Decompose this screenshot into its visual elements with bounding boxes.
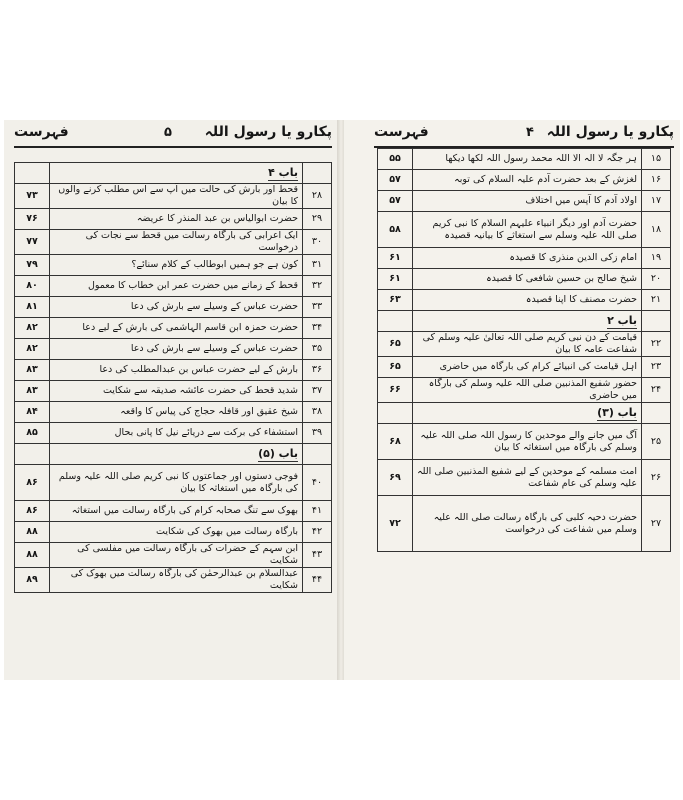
- entry-title: عبدالسلام بن عبدالرحمٰن کی بارگاہ رسالت میں بھوک کی شکایت: [50, 568, 303, 593]
- chapter-heading-row: [15, 444, 332, 465]
- entry-title: بھوک سے تنگ صحابہ کرام کی بارگاہ رسالت میں استغاثہ: [50, 501, 303, 522]
- toc-row: [378, 191, 671, 212]
- entry-page: ۸۸: [15, 522, 50, 543]
- entry-title: شیخ عقیق اور قافلہ حجاج کی پیاس کا واقعہ: [50, 402, 303, 423]
- entry-page: ۷۷: [15, 230, 50, 255]
- entry-page: ۷۳: [15, 184, 50, 209]
- entry-page: ۷۹: [15, 255, 50, 276]
- entry-number: ۲۳: [642, 357, 671, 378]
- entry-number: ۳۷: [303, 381, 332, 402]
- left-page: [4, 120, 339, 680]
- entry-title: حضرت حمزہ ابن قاسم الہاشمی کی بارش کے لیے دعا: [50, 318, 303, 339]
- entry-number: ۲۴: [642, 378, 671, 403]
- chapter-heading: [413, 403, 642, 424]
- entry-title: اولاد آدم کا آپس میں اختلاف: [413, 191, 642, 212]
- toc-row: [15, 543, 332, 568]
- running-title: پکارو یا رسول اللہ: [204, 124, 332, 140]
- toc-row: [15, 465, 332, 501]
- toc-row: [15, 568, 332, 593]
- entry-title: امام زکی الدین منذری کا قصیدہ: [413, 248, 642, 269]
- entry-number: ۱۸: [642, 212, 671, 248]
- toc-row: [378, 378, 671, 403]
- entry-title: ہر جگہ لا الہ الا اللہ محمد رسول اللہ لکھا دیکھا: [413, 149, 642, 170]
- entry-title: حضرت عباس کے وسیلے سے بارش کی دعا: [50, 339, 303, 360]
- entry-page: ۶۸: [378, 424, 413, 460]
- empty-cell: [303, 444, 332, 465]
- entry-title: آگ میں جانے والے موحدین کا رسول اللہ صلی اللہ علیہ وسلم کی بارگاہ میں استغاثہ کا بیان: [413, 424, 642, 460]
- entry-title: فوجی دستوں اور جماعتوں کا نبی کریم صلی اللہ علیہ وسلم کی بارگاہ میں استغاثہ کا بیان: [50, 465, 303, 501]
- entry-title: ایک اعرابی کی بارگاہ رسالت میں قحط سے نجات کی درخواست: [50, 230, 303, 255]
- page-number: ۴: [526, 125, 534, 140]
- entry-number: ۴۱: [303, 501, 332, 522]
- entry-page: ۶۳: [378, 290, 413, 311]
- chapter-heading: [50, 163, 303, 184]
- entry-title: استشفاء کی برکت سے دریائے نیل کا پانی بحال: [50, 423, 303, 444]
- toc-row: [15, 360, 332, 381]
- chapter-heading: [413, 311, 642, 332]
- toc-row: [15, 423, 332, 444]
- entry-title: کون ہے جو ہمیں ابوطالب کے کلام سنائے؟: [50, 255, 303, 276]
- toc-row: [378, 212, 671, 248]
- entry-number: ۴۴: [303, 568, 332, 593]
- entry-number: ۳۴: [303, 318, 332, 339]
- entry-number: ۴۲: [303, 522, 332, 543]
- entry-number: ۳۵: [303, 339, 332, 360]
- entry-page: ۸۳: [15, 381, 50, 402]
- entry-title: ابن سہم کے حضرات کی بارگاہ رسالت میں مفلسی کی شکایت: [50, 543, 303, 568]
- entry-number: ۳۲: [303, 276, 332, 297]
- toc-row: [378, 149, 671, 170]
- chapter-heading-row: [378, 403, 671, 424]
- empty-cell: [642, 403, 671, 424]
- entry-title: حضرت مصنف کا اپنا قصیدہ: [413, 290, 642, 311]
- entry-page: ۷۲: [378, 496, 413, 552]
- entry-number: ۲۰: [642, 269, 671, 290]
- toc-row: [378, 332, 671, 357]
- entry-page: ۸۸: [15, 543, 50, 568]
- entry-page: ۸۲: [15, 318, 50, 339]
- right-page-header: [374, 124, 674, 144]
- entry-number: ۲۵: [642, 424, 671, 460]
- entry-page: ۶۱: [378, 269, 413, 290]
- entry-page: ۵۵: [378, 149, 413, 170]
- chapter-label: باب (۵): [258, 447, 298, 460]
- toc-row: [15, 184, 332, 209]
- toc-row: [15, 297, 332, 318]
- empty-cell: [642, 311, 671, 332]
- entry-number: ۲۹: [303, 209, 332, 230]
- page-number: ۵: [164, 125, 172, 140]
- chapter-heading: [50, 444, 303, 465]
- chapter-label: باب (۳): [597, 406, 637, 419]
- entry-title: حضرت عباس کے وسیلے سے بارش کی دعا: [50, 297, 303, 318]
- chapter-heading-row: [15, 163, 332, 184]
- entry-number: ۴۳: [303, 543, 332, 568]
- entry-number: ۱۵: [642, 149, 671, 170]
- toc-row: [15, 230, 332, 255]
- entry-page: ۸۶: [15, 465, 50, 501]
- entry-title: امت مسلمہ کے موحدین کے لیے شفیع المذنبین صلی اللہ علیہ وسلم کی عام شفاعت: [413, 460, 642, 496]
- left-page-header: [14, 124, 332, 144]
- entry-title: شدید قحط کی حضرت عائشہ صدیقہ سے شکایت: [50, 381, 303, 402]
- toc-row: [378, 290, 671, 311]
- entry-number: ۳۸: [303, 402, 332, 423]
- entry-page: ۸۹: [15, 568, 50, 593]
- entry-number: ۳۳: [303, 297, 332, 318]
- entry-title: حضرت دحیہ کلبی کی بارگاہ رسالت صلی اللہ علیہ وسلم میں شفاعت کی درخواست: [413, 496, 642, 552]
- entry-title: بارش کے لیے حضرت عباس بن عبدالمطلب کی دعا: [50, 360, 303, 381]
- entry-page: ۶۶: [378, 378, 413, 403]
- entry-number: ۲۷: [642, 496, 671, 552]
- entry-page: ۸۲: [15, 339, 50, 360]
- header-rule: [14, 146, 332, 148]
- toc-table-right: [377, 148, 671, 552]
- chapter-heading-row: [378, 311, 671, 332]
- toc-table-left: [14, 162, 332, 593]
- entry-number: ۱۶: [642, 170, 671, 191]
- entry-number: ۲۱: [642, 290, 671, 311]
- entry-number: ۱۹: [642, 248, 671, 269]
- entry-page: ۶۱: [378, 248, 413, 269]
- entry-page: ۸۱: [15, 297, 50, 318]
- toc-row: [15, 209, 332, 230]
- entry-page: ۶۹: [378, 460, 413, 496]
- entry-title: حضرت ابوالیاس بن عبد المنذر کا عریضہ: [50, 209, 303, 230]
- entry-number: ۲۶: [642, 460, 671, 496]
- toc-row: [378, 496, 671, 552]
- entry-page: ۸۶: [15, 501, 50, 522]
- toc-row: [15, 402, 332, 423]
- entry-number: ۳۹: [303, 423, 332, 444]
- entry-title: لغزش کے بعد حضرت آدم علیہ السلام کی توبہ: [413, 170, 642, 191]
- entry-page: ۸۴: [15, 402, 50, 423]
- entry-number: ۳۱: [303, 255, 332, 276]
- empty-cell: [15, 444, 50, 465]
- toc-row: [378, 357, 671, 378]
- toc-row: [378, 170, 671, 191]
- toc-row: [15, 276, 332, 297]
- entry-page: ۵۸: [378, 212, 413, 248]
- chapter-label: باب ۴: [268, 166, 298, 179]
- section-label: فہرست: [374, 124, 429, 140]
- right-page: [344, 120, 680, 680]
- empty-cell: [378, 403, 413, 424]
- entry-title: قیامت کے دن نبی کریم صلی اللہ تعالیٰ علیہ وسلم کی شفاعت عامہ کا بیان: [413, 332, 642, 357]
- toc-row: [378, 460, 671, 496]
- chapter-label: باب ۲: [607, 314, 637, 327]
- entry-title: حضور شفیع المذنبین صلی اللہ علیہ وسلم کی بارگاہ میں حاضری: [413, 378, 642, 403]
- entry-page: ۶۵: [378, 357, 413, 378]
- toc-row: [378, 248, 671, 269]
- entry-page: ۵۷: [378, 170, 413, 191]
- toc-row: [15, 318, 332, 339]
- empty-cell: [378, 311, 413, 332]
- entry-page: ۸۳: [15, 360, 50, 381]
- entry-title: حضرت آدم اور دیگر انبیاء علیہم السلام کا نبی کریم صلی اللہ علیہ وسلم سے استغاثے کا بیانیہ قصیدہ: [413, 212, 642, 248]
- entry-number: ۱۷: [642, 191, 671, 212]
- toc-row: [378, 424, 671, 460]
- toc-row: [15, 381, 332, 402]
- entry-title: قحط کے زمانے میں حضرت عمر ابن خطاب کا معمول: [50, 276, 303, 297]
- entry-title: اہل قیامت کی انبیائے کرام کی بارگاہ میں حاضری: [413, 357, 642, 378]
- entry-title: بارگاہ رسالت میں بھوک کی شکایت: [50, 522, 303, 543]
- entry-page: ۸۵: [15, 423, 50, 444]
- entry-title: قحط اور بارش کی حالت میں آپ سے اس مطلب کرنے والوں کا بیان: [50, 184, 303, 209]
- toc-row: [15, 339, 332, 360]
- toc-row: [15, 255, 332, 276]
- entry-number: ۳۶: [303, 360, 332, 381]
- entry-number: ۴۰: [303, 465, 332, 501]
- entry-number: ۲۸: [303, 184, 332, 209]
- entry-title: شیخ صالح بن حسین شافعی کا قصیدہ: [413, 269, 642, 290]
- entry-page: ۵۷: [378, 191, 413, 212]
- toc-row: [15, 522, 332, 543]
- section-label: فہرست: [14, 124, 69, 140]
- entry-page: ۷۶: [15, 209, 50, 230]
- book-spread: [4, 120, 680, 680]
- empty-cell: [303, 163, 332, 184]
- entry-number: ۲۲: [642, 332, 671, 357]
- toc-row: [378, 269, 671, 290]
- entry-page: ۶۵: [378, 332, 413, 357]
- empty-cell: [15, 163, 50, 184]
- toc-row: [15, 501, 332, 522]
- entry-page: ۸۰: [15, 276, 50, 297]
- entry-number: ۳۰: [303, 230, 332, 255]
- running-title: پکارو یا رسول اللہ: [546, 124, 674, 140]
